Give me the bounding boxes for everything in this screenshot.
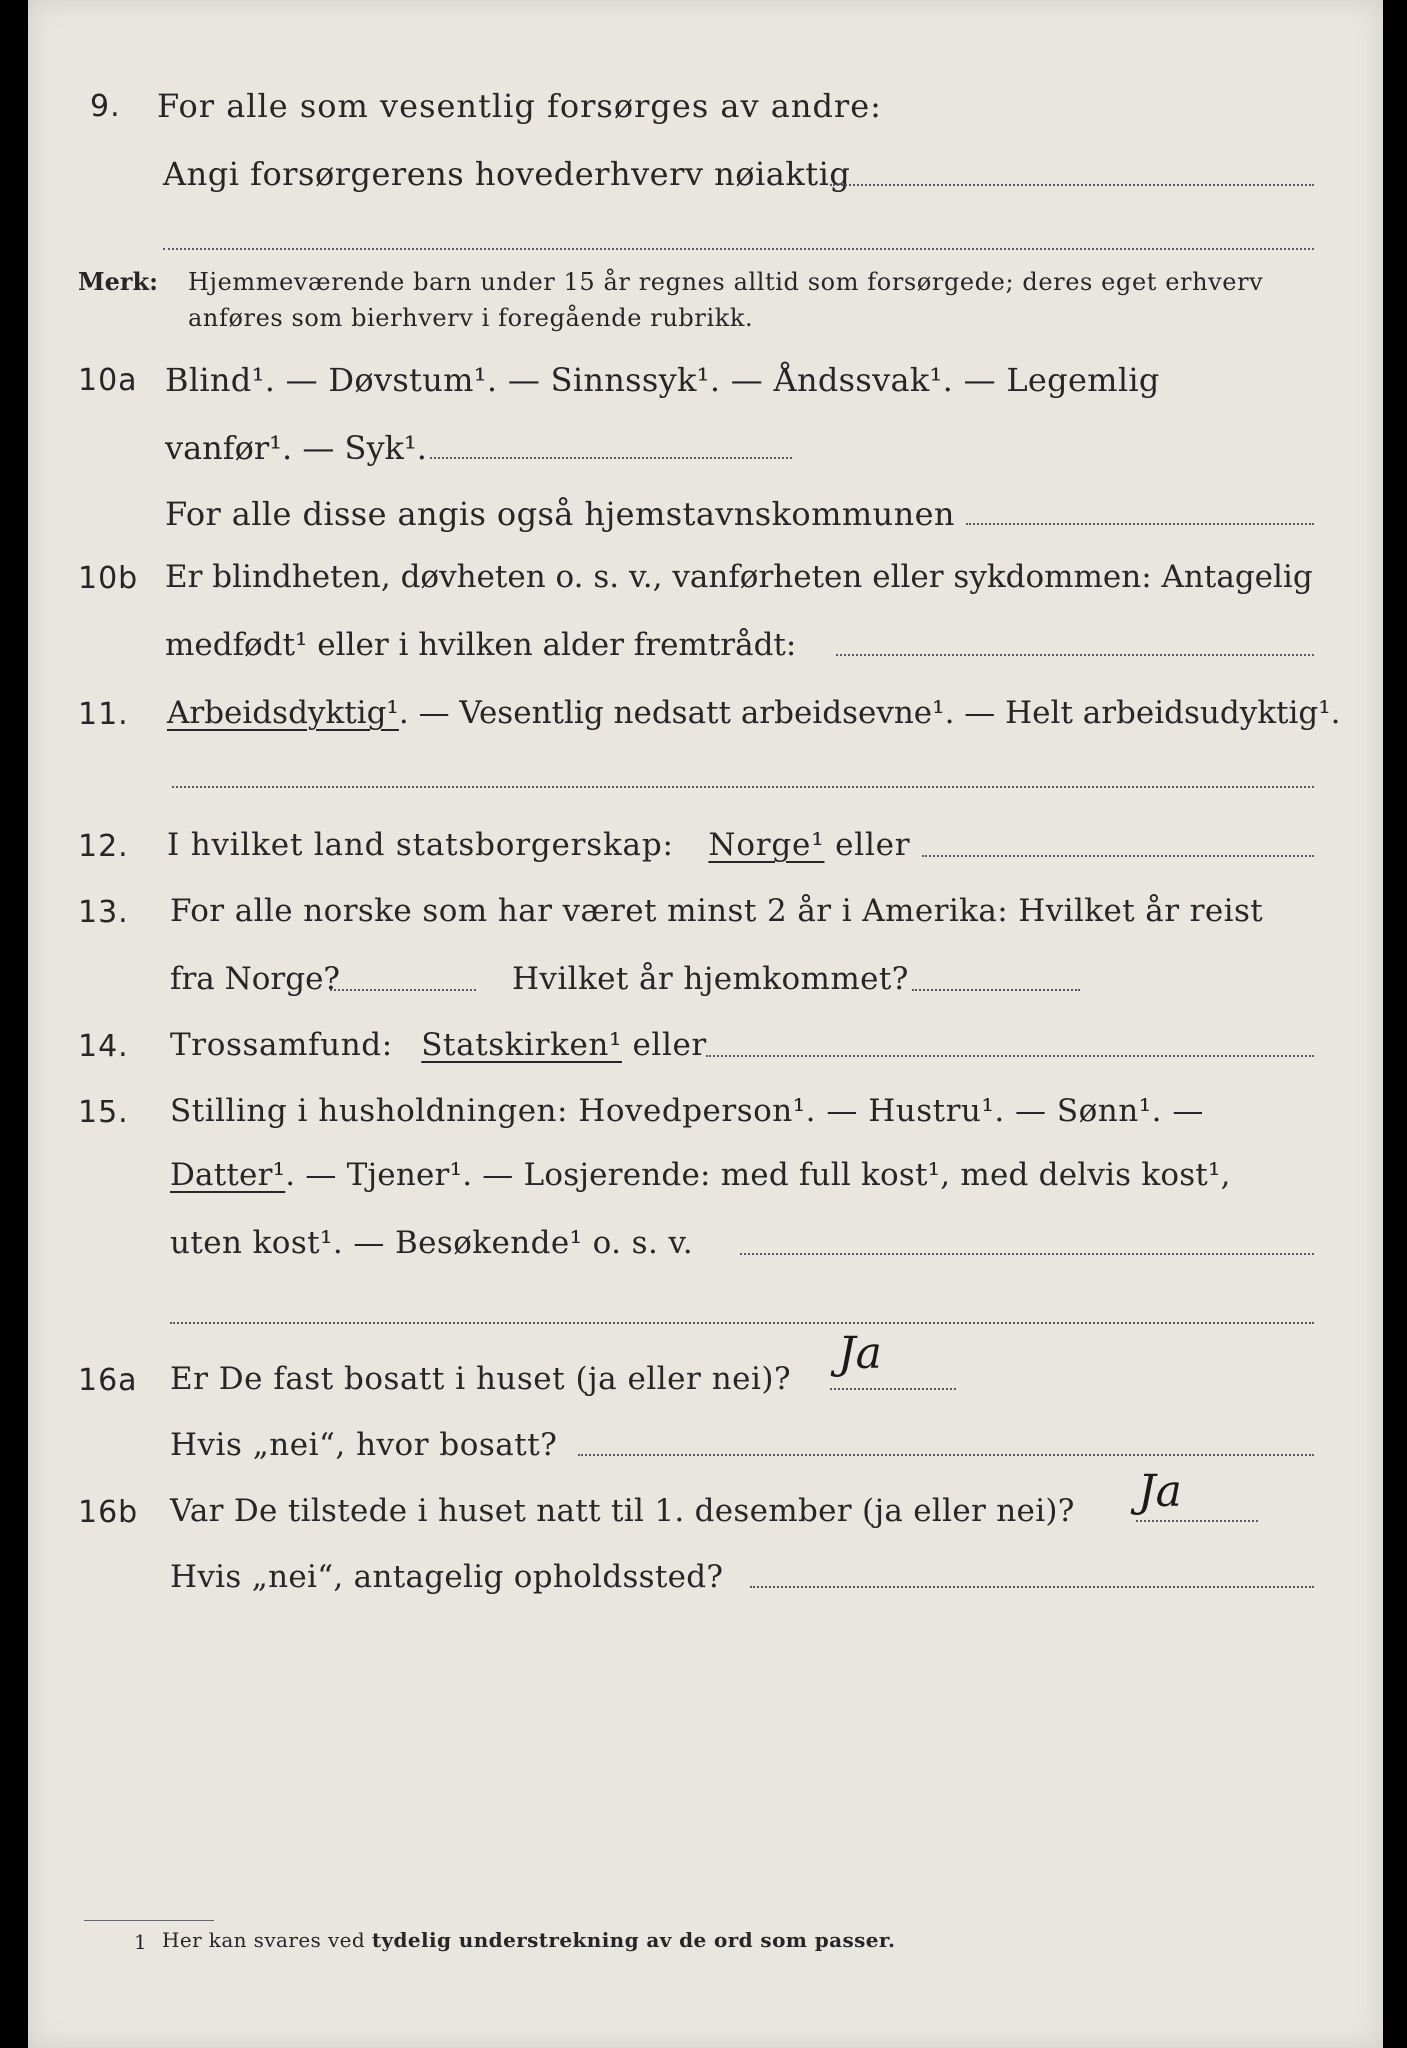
q9-answer-line[interactable]: [830, 184, 1314, 186]
q15-number: 15.: [78, 1095, 129, 1130]
q13-departure-line[interactable]: [330, 989, 476, 991]
q12-prompt: I hvilket land statsborgerskap:: [167, 827, 674, 863]
q16a-number: 16a: [78, 1363, 138, 1398]
q15-text-2: [170, 1157, 1231, 1193]
q10a-text-2: vanfør¹. — Syk¹.: [165, 429, 427, 467]
footnote-bold: tydelig understrekning av de ord som passer.: [371, 1928, 896, 1952]
merk-text-2: anføres som bierhverv i foregående rubrikk.: [188, 304, 754, 332]
q14-number: 14.: [78, 1029, 129, 1064]
q16a-text-2: Hvis „nei“, hvor bosatt?: [170, 1427, 558, 1463]
q13-return-line[interactable]: [912, 989, 1080, 991]
q10a-text-3: For alle disse angis også hjemstavnskommunen: [165, 495, 955, 533]
q16b-answer-line[interactable]: [1136, 1520, 1258, 1522]
footnote-text: [162, 1930, 895, 1950]
q14-or: eller: [632, 1027, 707, 1063]
q10a-number: 10a: [78, 363, 138, 398]
q11-option-arbeidsdyktig[interactable]: Arbeidsdyktig¹: [167, 695, 399, 731]
merk-label: Merk:: [78, 267, 158, 296]
q12-number: 12.: [78, 829, 129, 864]
q15-text-2-rest: . — Tjener¹. — Losjerende: med full kost¹, med delvis kost¹,: [285, 1157, 1231, 1193]
q11-number: 11.: [78, 697, 129, 732]
merk-text-1: Hjemmeværende barn under 15 år regnes alltid som forsørgede; deres eget erhverv: [188, 268, 1264, 296]
q9-text-1: For alle som vesentlig forsørges av andre:: [157, 87, 882, 125]
footnote-rule: [84, 1920, 214, 1921]
q15-text-1: Stilling i husholdningen: Hovedperson¹. — Hustru¹. — Sønn¹. —: [170, 1093, 1204, 1129]
q14-answer-line[interactable]: [706, 1055, 1314, 1057]
footnote-mark: 1: [134, 1930, 147, 1954]
q9-number: 9.: [90, 89, 121, 124]
q13-text-2b: Hvilket år hjemkommet?: [512, 961, 909, 997]
q10b-text-2: medfødt¹ eller i hvilken alder fremtrådt:: [165, 627, 797, 663]
q15-text-3: uten kost¹. — Besøkende¹ o. s. v.: [170, 1225, 693, 1261]
q11-text: [167, 695, 1341, 731]
q12-or: eller: [835, 827, 911, 863]
q15-answer-line-2[interactable]: [170, 1322, 1314, 1324]
q10a-text-1: Blind¹. — Døvstum¹. — Sinnssyk¹. — Åndssvak¹. — Legemlig: [165, 361, 1160, 399]
q10a-answer-line[interactable]: [430, 457, 792, 459]
q16b-text-2: Hvis „nei“, antagelig opholdssted?: [170, 1559, 724, 1595]
q16b-handwritten-answer: Ja: [1138, 1466, 1182, 1517]
q10b-number: 10b: [78, 561, 139, 596]
q10a-home-line[interactable]: [966, 523, 1314, 525]
q14-text: [170, 1027, 707, 1063]
q15-option-datter[interactable]: Datter¹: [170, 1157, 286, 1193]
q16a-handwritten-answer: Ja: [838, 1328, 882, 1379]
q13-number: 13.: [78, 895, 129, 930]
q10b-text-1: Er blindheten, døvheten o. s. v., vanførheten eller sykdommen: Antagelig: [165, 559, 1313, 595]
q12-text: [167, 827, 911, 863]
q16a-text-1: Er De fast bosatt i huset (ja eller nei)?: [170, 1361, 792, 1397]
q12-answer-line[interactable]: [922, 855, 1314, 857]
footnote-prefix: Her kan svares ved: [162, 1928, 366, 1952]
q9-text-2: Angi forsørgerens hovederhverv nøiaktig: [163, 155, 851, 193]
q9-answer-line-2[interactable]: [163, 248, 1314, 250]
q12-option-norge[interactable]: Norge¹: [708, 827, 825, 863]
q16b-text-1: Var De tilstede i huset natt til 1. desember (ja eller nei)?: [170, 1493, 1075, 1529]
q15-answer-line[interactable]: [740, 1253, 1314, 1255]
q16a-residence-line[interactable]: [578, 1454, 1314, 1456]
q13-text-2a: fra Norge?: [170, 961, 341, 997]
q16b-stay-line[interactable]: [750, 1586, 1314, 1588]
q14-prompt: Trossamfund:: [170, 1027, 393, 1063]
q13-text-1: For alle norske som har været minst 2 år i Amerika: Hvilket år reist: [170, 893, 1264, 929]
q11-answer-line[interactable]: [172, 786, 1314, 788]
q11-rest: . — Vesentlig nedsatt arbeidsevne¹. — Helt arbeidsudyktig¹.: [398, 695, 1341, 731]
q14-option-statskirken[interactable]: Statskirken¹: [421, 1027, 623, 1063]
q16b-number: 16b: [78, 1495, 139, 1530]
q16a-answer-line[interactable]: [830, 1388, 956, 1390]
q10b-answer-line[interactable]: [836, 654, 1314, 656]
